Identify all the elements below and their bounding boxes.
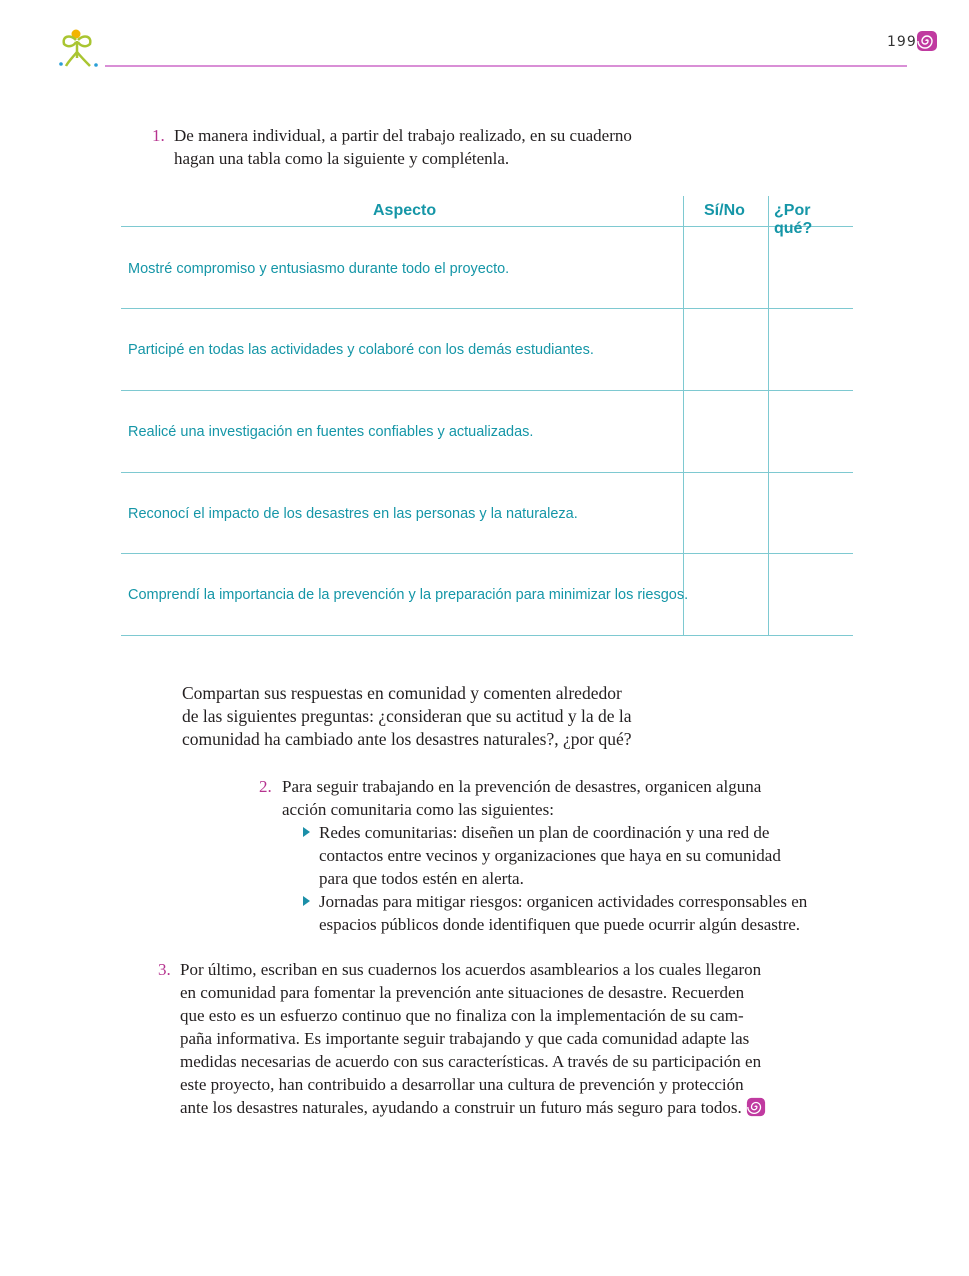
activity-3-number: 3. (158, 960, 171, 979)
activity-2-line1: Para seguir trabajando en la prevención de desastres, organicen alguna (282, 777, 762, 796)
spiral-glyph-icon (916, 30, 938, 52)
activity-3-last-line-wrap (180, 1096, 818, 1119)
activity-3-line: paña informativa. Es importante seguir trabajando y que cada comunidad adapte las (180, 1029, 750, 1048)
bullet-1-line3: para que todos estén en alerta. (319, 869, 524, 888)
header-por-que: ¿Por qué? (774, 202, 813, 237)
bullet-1-line1: Redes comunitarias: diseñen un plan de coordinación y una red de (319, 823, 770, 842)
sprout-figure-icon (58, 28, 102, 70)
table-row: Realicé una investigación en fuentes confiables y actualizadas. (128, 424, 534, 440)
share-line3: comunidad ha cambiado ante los desastres naturales?, ¿por qué? (182, 729, 632, 749)
activity-1-line1: De manera individual, a partir del trabajo realizado, en su cuaderno (174, 126, 632, 145)
activity-3-line: en comunidad para fomentar la prevención ante situaciones de desastre. Recuerden (180, 983, 745, 1002)
bullet-2-line1: Jornadas para mitigar riesgos: organicen actividades corresponsables en (319, 892, 808, 911)
table-row: Comprendí la importancia de la prevención y la preparación para minimizar los riesgos. (128, 587, 689, 603)
activity-2 (259, 775, 819, 936)
activity-2-number: 2. (259, 777, 272, 796)
activity-1-line2: hagan una tabla como la siguiente y complétenla. (174, 149, 510, 168)
triangle-bullet-icon (303, 827, 310, 837)
bullet-1-line2: contactos entre vecinos y organizaciones que haya en su comunidad (319, 846, 781, 865)
list-item (319, 890, 819, 936)
table-row: Mostré compromiso y entusiasmo durante todo el proyecto. (128, 261, 510, 277)
header-aspecto: Aspecto (373, 202, 437, 219)
activity-3-line: medidas necesarias de acuerdo con sus características. A través de su participación en (180, 1052, 762, 1071)
activity-3-line: Por último, escriban en sus cuadernos los acuerdos asamblearios a los cuales llegaron (180, 960, 762, 979)
self-evaluation-table (121, 196, 853, 636)
triangle-bullet-icon (303, 896, 310, 906)
page-number: 199 (887, 34, 917, 50)
activity-2-bullets (319, 821, 819, 936)
bullet-2-line2: espacios públicos donde identifiquen que puede ocurrir algún desastre. (319, 915, 801, 934)
spiral-glyph-icon (746, 1097, 766, 1117)
activity-3 (158, 958, 818, 1119)
share-line2: de las siguientes preguntas: ¿consideran que su actitud y la de la (182, 706, 632, 726)
activity-3-line: que esto es un esfuerzo continuo que no finaliza con la implementación de su cam- (180, 1006, 744, 1025)
list-item (319, 821, 819, 890)
table-row: Participé en todas las actividades y colaboré con los demás estudiantes. (128, 342, 594, 358)
share-paragraph (182, 682, 632, 751)
header-si-no: Sí/No (704, 202, 745, 219)
activity-3-line: ante los desastres naturales, ayudando a construir un futuro más seguro para todos. (180, 1098, 742, 1117)
activity-1-number: 1. (152, 126, 165, 145)
activity-2-line2: acción comunitaria como las siguientes: (282, 800, 554, 819)
activity-1 (152, 124, 632, 170)
table-row: Reconocí el impacto de los desastres en las personas y la naturaleza. (128, 506, 578, 522)
header-rule (105, 65, 907, 67)
activity-3-line: este proyecto, han contribuido a desarrollar una cultura de prevención y protección (180, 1075, 744, 1094)
share-line1: Compartan sus respuestas en comunidad y comenten alrededor (182, 683, 622, 703)
